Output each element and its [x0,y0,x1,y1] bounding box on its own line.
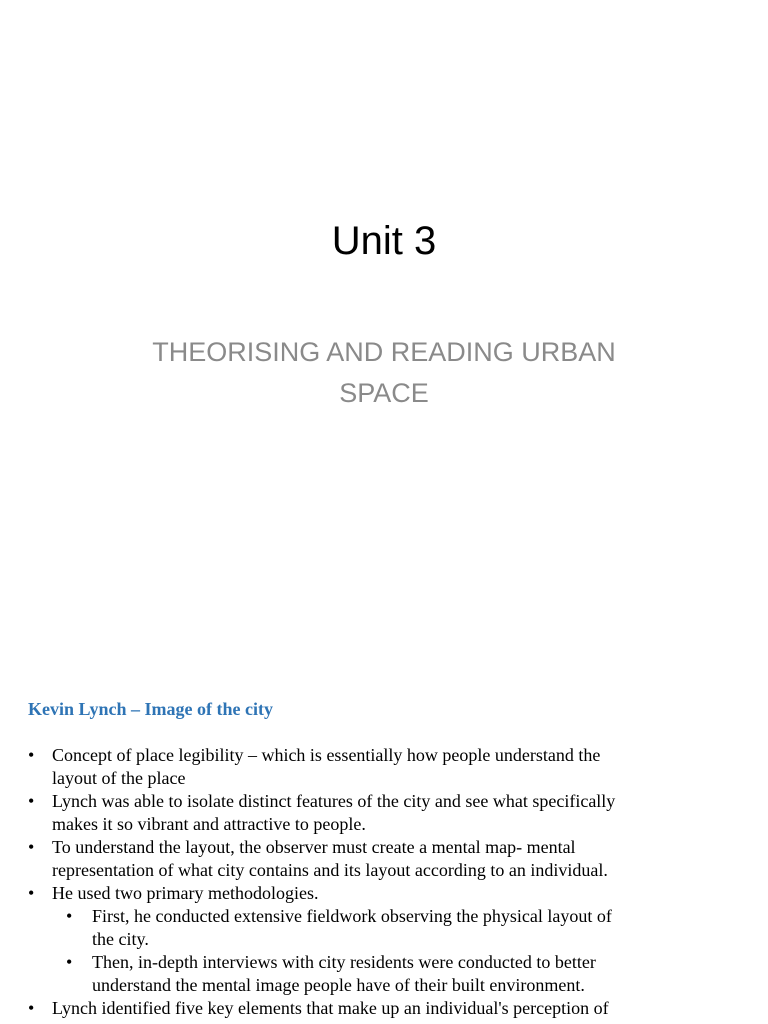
slide-subtitle [120,332,648,414]
bullet-line: makes it so vibrant and attractive to people. [52,814,366,834]
bullet-marker: • [66,906,73,926]
bullet-marker: • [28,837,35,857]
section-heading: Kevin Lynch – Image of the city [28,699,273,719]
bullet-marker: • [66,952,73,972]
bullet-marker: • [28,883,35,903]
bullet-item [28,882,728,905]
bullet-item [28,744,728,790]
bullet-line: First, he conducted extensive fieldwork observing the physical layout of [92,906,612,926]
sub-bullet-item [28,905,728,951]
bullet-list [28,744,728,1020]
bullet-line: Then, in-depth interviews with city residents were conducted to better [92,952,596,972]
bullet-line: Concept of place legibility – which is essentially how people understand the [52,745,601,765]
bullet-line: Lynch identified five key elements that make up an individual's perception of [52,998,609,1018]
bullet-marker: • [28,791,35,811]
bullet-line: He used two primary methodologies. [52,883,319,903]
bullet-line: representation of what city contains and its layout according to an individual. [52,860,608,880]
bullet-line: To understand the layout, the observer must create a mental map- mental [52,837,576,857]
slide-title: Unit 3 [331,219,437,263]
bullet-item [28,790,728,836]
subtitle-line: THEORISING AND READING URBAN [152,337,616,367]
bullet-line: the city. [92,929,149,949]
bullet-marker: • [28,745,35,765]
bullet-line: Lynch was able to isolate distinct features of the city and see what specifically [52,791,616,811]
sub-bullet-item [28,951,728,997]
bullet-marker: • [28,998,35,1018]
bullet-item [28,997,728,1020]
bullet-line: understand the mental image people have of their built environment. [92,975,585,995]
subtitle-line: SPACE [339,378,429,408]
bullet-item [28,836,728,882]
bullet-line: layout of the place [52,768,186,788]
